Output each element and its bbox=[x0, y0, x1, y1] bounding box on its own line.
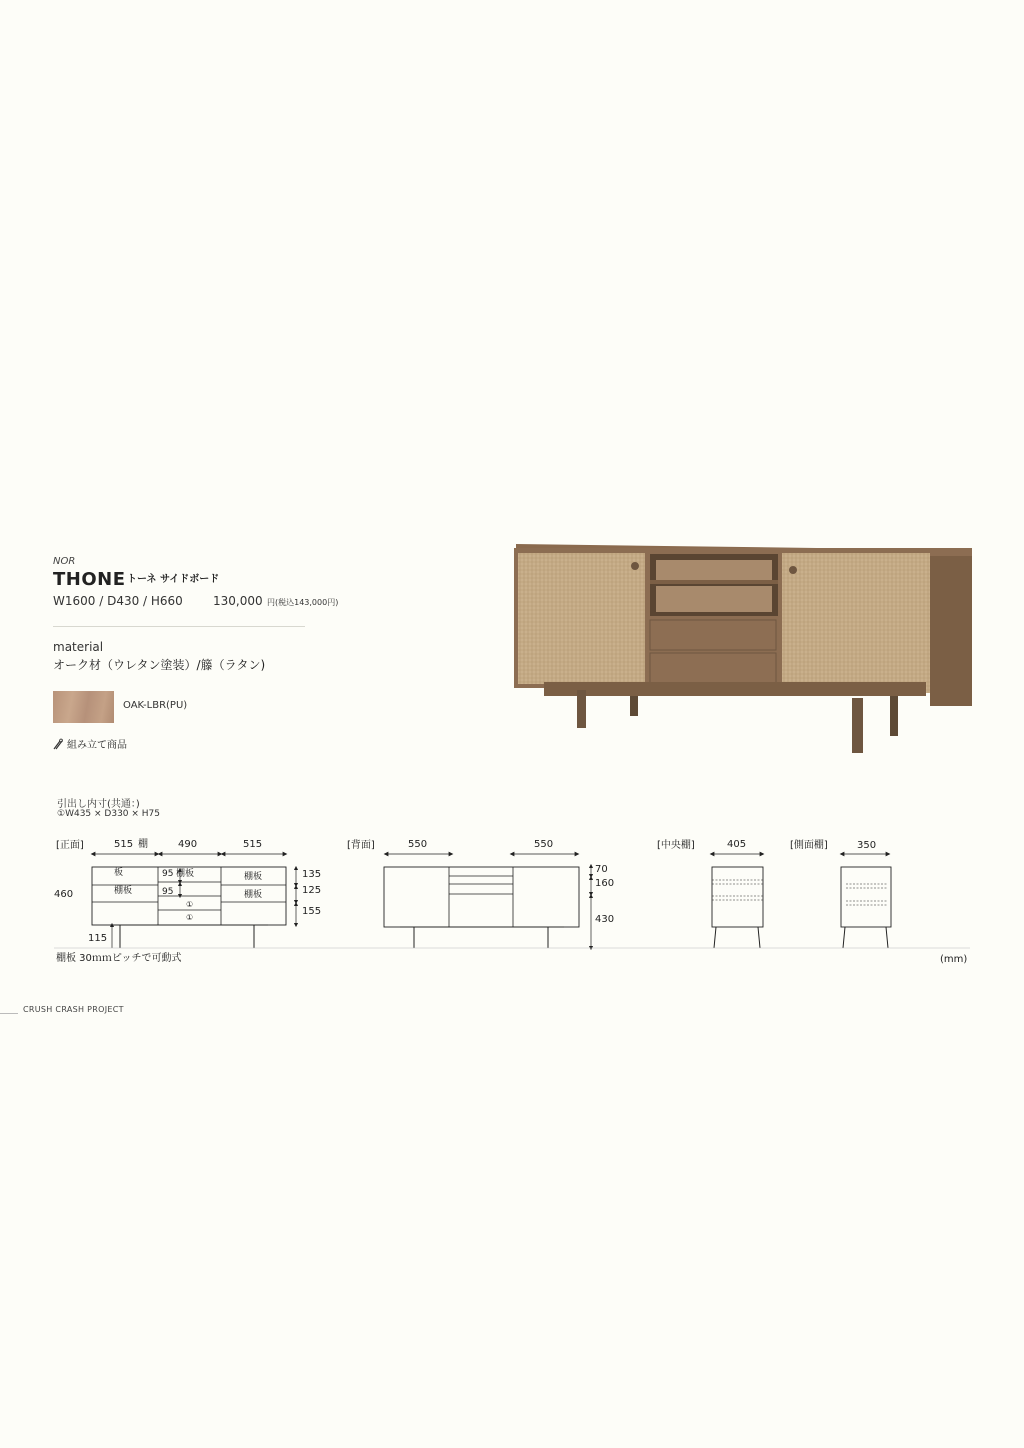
drawer-note-value: ①W435 × D330 × H75 bbox=[57, 809, 160, 819]
front-right-h2: 125 bbox=[302, 885, 322, 896]
side-label: [側面棚] bbox=[790, 840, 828, 851]
front-height: 460 bbox=[54, 889, 74, 900]
material-value: オーク材（ウレタン塗装）/籐（ラタン) bbox=[53, 658, 266, 672]
front-inner-1: 95 bbox=[162, 869, 174, 879]
front-width-1: 515 bbox=[114, 839, 134, 850]
front-width-2: 490 bbox=[178, 839, 198, 850]
product-photo bbox=[510, 540, 975, 755]
product-title: THONE bbox=[53, 569, 126, 590]
front-width-3: 515 bbox=[243, 839, 263, 850]
product-price-tax: 円(税込143,000円) bbox=[267, 598, 339, 607]
front-shelf-2: 棚板 bbox=[114, 886, 133, 896]
front-right-h3: 155 bbox=[302, 906, 322, 917]
front-shelf-4: 棚板 bbox=[244, 872, 263, 882]
back-height-3: 430 bbox=[595, 914, 615, 925]
front-shelf-1: 板 bbox=[114, 868, 124, 878]
back-label: [背面] bbox=[347, 840, 375, 851]
back-width-1: 550 bbox=[408, 839, 428, 850]
assembly-note bbox=[52, 736, 127, 751]
front-right-h1: 135 bbox=[302, 869, 322, 880]
footer-rule bbox=[0, 1013, 18, 1014]
front-drawer-2: ① bbox=[186, 913, 194, 922]
divider bbox=[53, 626, 305, 627]
drawer-note-title: 引出し内寸(共通：) bbox=[57, 799, 140, 810]
product-price: 130,000 bbox=[213, 594, 263, 608]
back-height-1: 70 bbox=[595, 864, 608, 875]
center-width: 405 bbox=[727, 839, 747, 850]
wrench-icon bbox=[52, 738, 64, 750]
front-shelf-3: 棚板 bbox=[176, 869, 195, 879]
brand-name: NOR bbox=[53, 556, 76, 567]
front-label: [正面] bbox=[56, 840, 84, 851]
technical-drawings bbox=[40, 830, 980, 965]
material-label: material bbox=[53, 640, 104, 654]
front-drawer-1: ① bbox=[186, 900, 194, 909]
finish-swatch bbox=[53, 691, 114, 723]
back-width-2: 550 bbox=[534, 839, 554, 850]
shelf-pitch-note: 棚板 30ｍｍピッチで可動式 bbox=[56, 953, 182, 964]
front-shelf-label: 棚 bbox=[138, 839, 148, 850]
side-width: 350 bbox=[857, 840, 877, 851]
finish-name: OAK-LBR(PU) bbox=[123, 700, 188, 711]
front-inner-2: 95 bbox=[162, 887, 174, 897]
front-shelf-5: 棚板 bbox=[244, 890, 263, 900]
product-title-jp: トーネ サイドボード bbox=[127, 574, 220, 585]
center-label: [中央棚] bbox=[657, 840, 695, 851]
back-height-2: 160 bbox=[595, 878, 615, 889]
front-leg: 115 bbox=[88, 933, 108, 944]
unit-label: (mm) bbox=[940, 954, 968, 965]
footer-brand: CRUSH CRASH PROJECT bbox=[23, 1005, 124, 1014]
assembly-label: 組み立て商品 bbox=[67, 740, 127, 751]
product-dimensions: W1600 / D430 / H660 bbox=[53, 594, 183, 608]
